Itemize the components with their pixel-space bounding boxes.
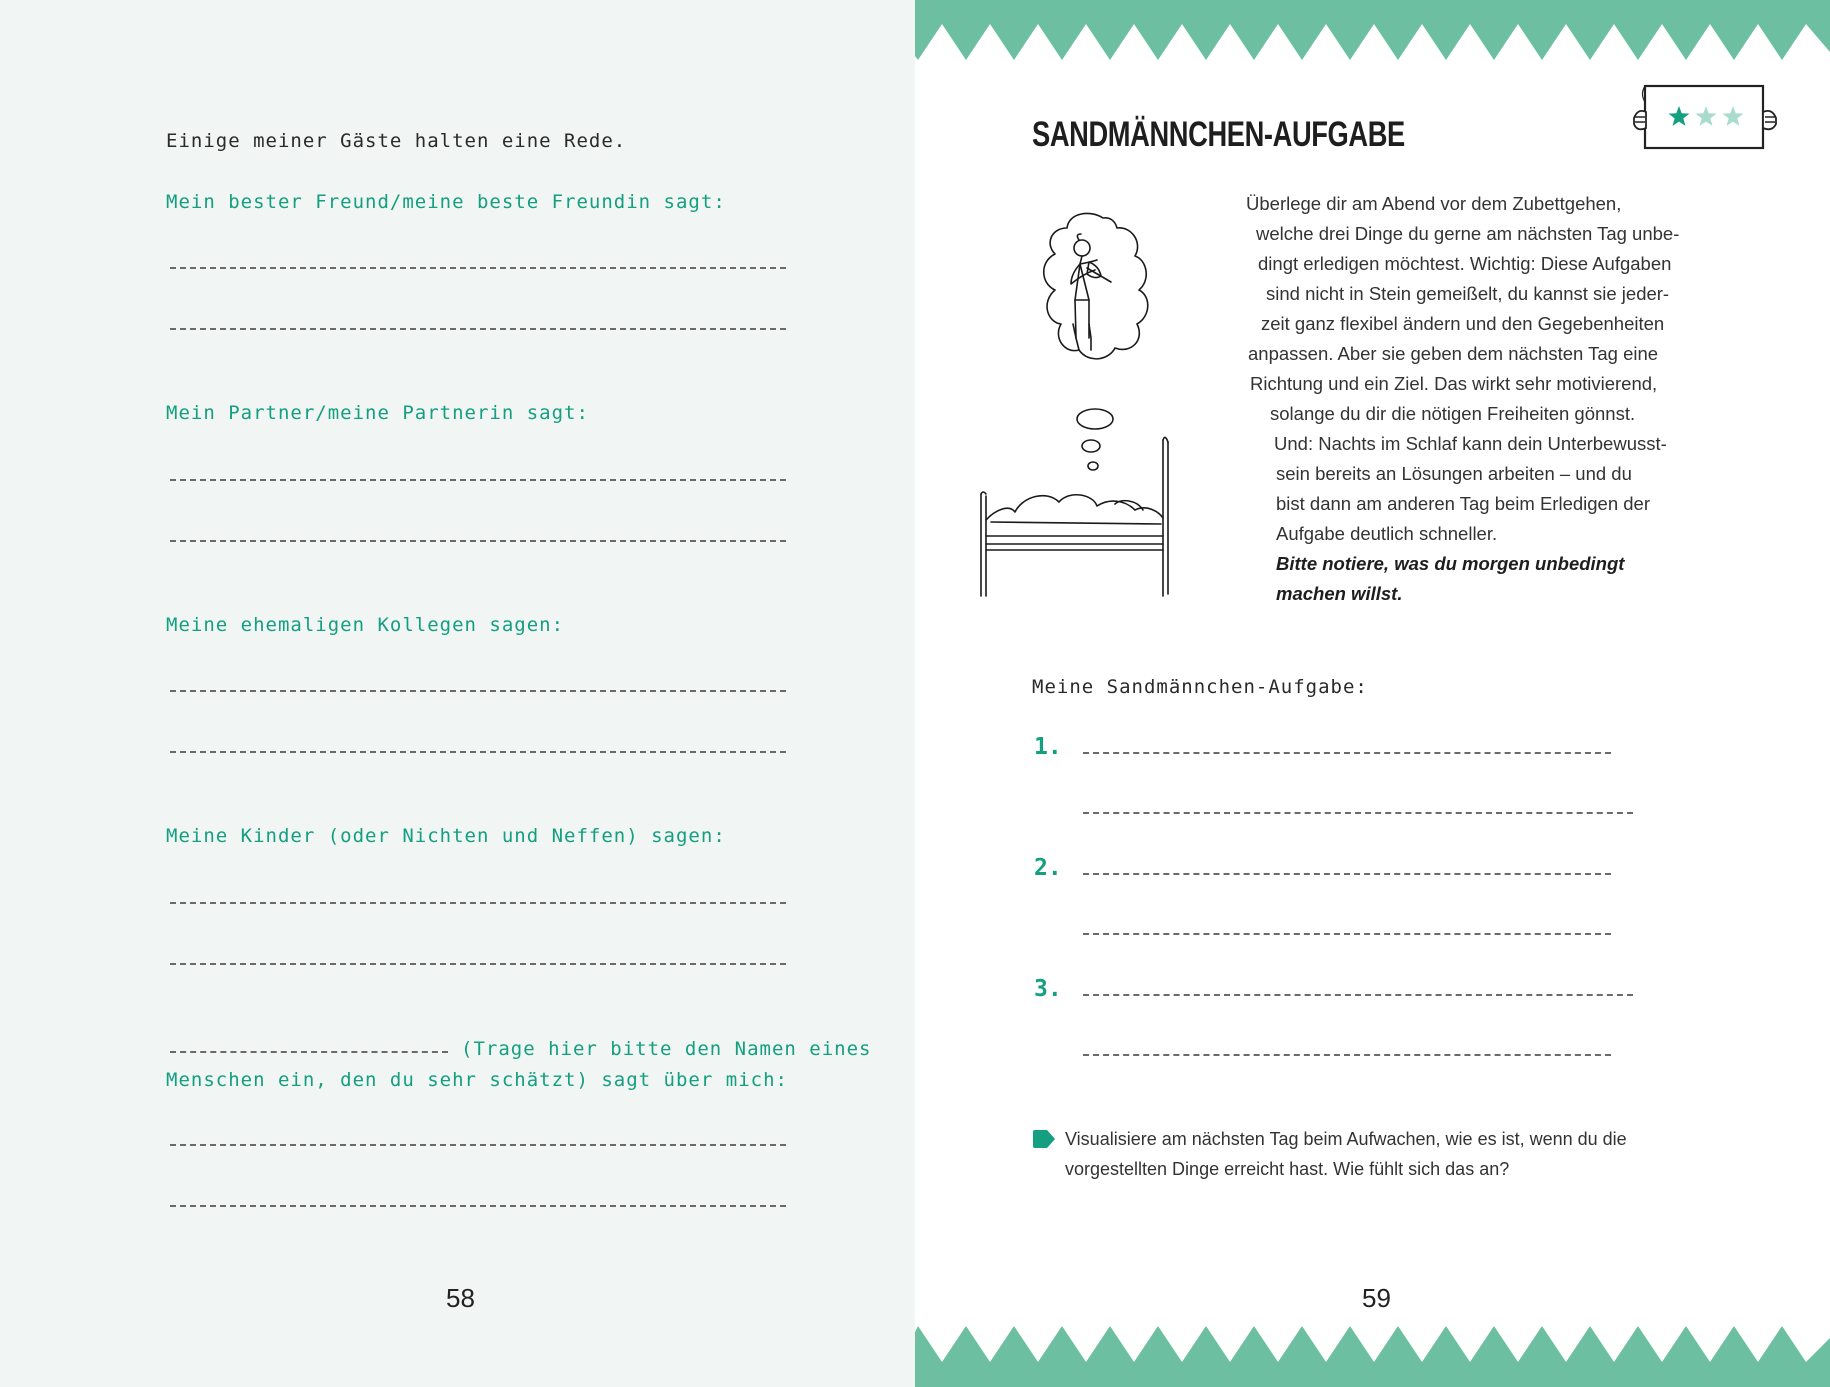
- instruction-line: Bitte notiere, was du morgen unbedingt: [1276, 553, 1625, 574]
- write-line[interactable]: [170, 690, 786, 692]
- write-line[interactable]: [170, 328, 786, 330]
- task-line[interactable]: [1083, 1054, 1611, 1056]
- task-line[interactable]: [1083, 873, 1611, 875]
- arrow-bullet-icon: [1033, 1130, 1055, 1148]
- page-number-right: 59: [1362, 1283, 1391, 1313]
- prompt-children: Meine Kinder (oder Nichten und Neffen) sagen:: [166, 825, 726, 847]
- task-line[interactable]: [1083, 994, 1633, 996]
- star-empty-icon: [1723, 106, 1744, 126]
- prompt-best-friend: Mein bester Freund/meine beste Freundin sagt:: [166, 191, 726, 213]
- paragraph-line: Und: Nachts im Schlaf kann dein Unterbewusst-: [1274, 433, 1667, 454]
- tip-line: vorgestellten Dinge erreicht hast. Wie fühlt sich das an?: [1065, 1159, 1510, 1179]
- task-number-3: 3.: [1034, 976, 1062, 1002]
- write-line[interactable]: [170, 963, 786, 965]
- task-line[interactable]: [1083, 752, 1611, 754]
- star-empty-icon: [1696, 106, 1717, 126]
- difficulty-stars: [1667, 104, 1751, 130]
- paragraph-line: bist dann am anderen Tag beim Erledigen der: [1276, 493, 1651, 514]
- task-label: Meine Sandmännchen-Aufgabe:: [1032, 676, 1368, 698]
- write-line[interactable]: [170, 751, 786, 753]
- task-line[interactable]: [1083, 933, 1611, 935]
- write-line[interactable]: [170, 479, 786, 481]
- prompt-custom-line1: (Trage hier bitte den Namen eines: [461, 1038, 872, 1060]
- paragraph-line: Überlege dir am Abend vor dem Zubettgehen,: [1246, 193, 1622, 214]
- task-line[interactable]: [1083, 812, 1633, 814]
- write-line[interactable]: [170, 1205, 786, 1207]
- right-page: [915, 0, 1830, 1387]
- zigzag-border-bottom: [915, 1322, 1830, 1387]
- paragraph-line: Richtung und ein Ziel. Das wirkt sehr motivierend,: [1250, 373, 1658, 394]
- task-number-2: 2.: [1034, 855, 1062, 881]
- paragraph-line: dingt erledigen möchtest. Wichtig: Diese Aufgaben: [1258, 253, 1672, 274]
- paragraph-line: Aufgabe deutlich schneller.: [1276, 523, 1498, 544]
- page-title: SANDMÄNNCHEN-AUFGABE: [1032, 115, 1405, 154]
- zigzag-border-top: [915, 0, 1830, 66]
- paragraph-line: zeit ganz flexibel ändern und den Gegebenheiten: [1261, 313, 1665, 334]
- paragraph-line: welche drei Dinge du gerne am nächsten Tag unbe-: [1256, 223, 1680, 244]
- prompt-partner: Mein Partner/meine Partnerin sagt:: [166, 402, 589, 424]
- paragraph-line: anpassen. Aber sie geben dem nächsten Tag eine: [1248, 343, 1659, 364]
- write-line[interactable]: [170, 540, 786, 542]
- page-number-left: 58: [446, 1283, 475, 1313]
- paragraph-line: sein bereits an Lösungen arbeiten – und du: [1276, 463, 1632, 484]
- instruction-line: machen willst.: [1276, 583, 1403, 604]
- paragraph-line: solange du dir die nötigen Freiheiten gönnst.: [1270, 403, 1636, 424]
- tip-line: Visualisiere am nächsten Tag beim Aufwachen, wie es ist, wenn du die: [1065, 1129, 1627, 1149]
- prompt-colleagues: Meine ehemaligen Kollegen sagen:: [166, 614, 565, 636]
- name-blank-line[interactable]: [170, 1051, 448, 1053]
- write-line[interactable]: [170, 1144, 786, 1146]
- intro-text: Einige meiner Gäste halten eine Rede.: [166, 130, 627, 152]
- write-line[interactable]: [170, 902, 786, 904]
- task-number-1: 1.: [1034, 734, 1062, 760]
- paragraph-line: sind nicht in Stein gemeißelt, du kannst sie jeder-: [1266, 283, 1670, 304]
- write-line[interactable]: [170, 267, 786, 269]
- star-filled-icon: [1669, 106, 1690, 126]
- sleeping-bed-illustration: [975, 204, 1175, 604]
- prompt-custom-line2: Menschen ein, den du sehr schätzt) sagt über mich:: [166, 1069, 788, 1091]
